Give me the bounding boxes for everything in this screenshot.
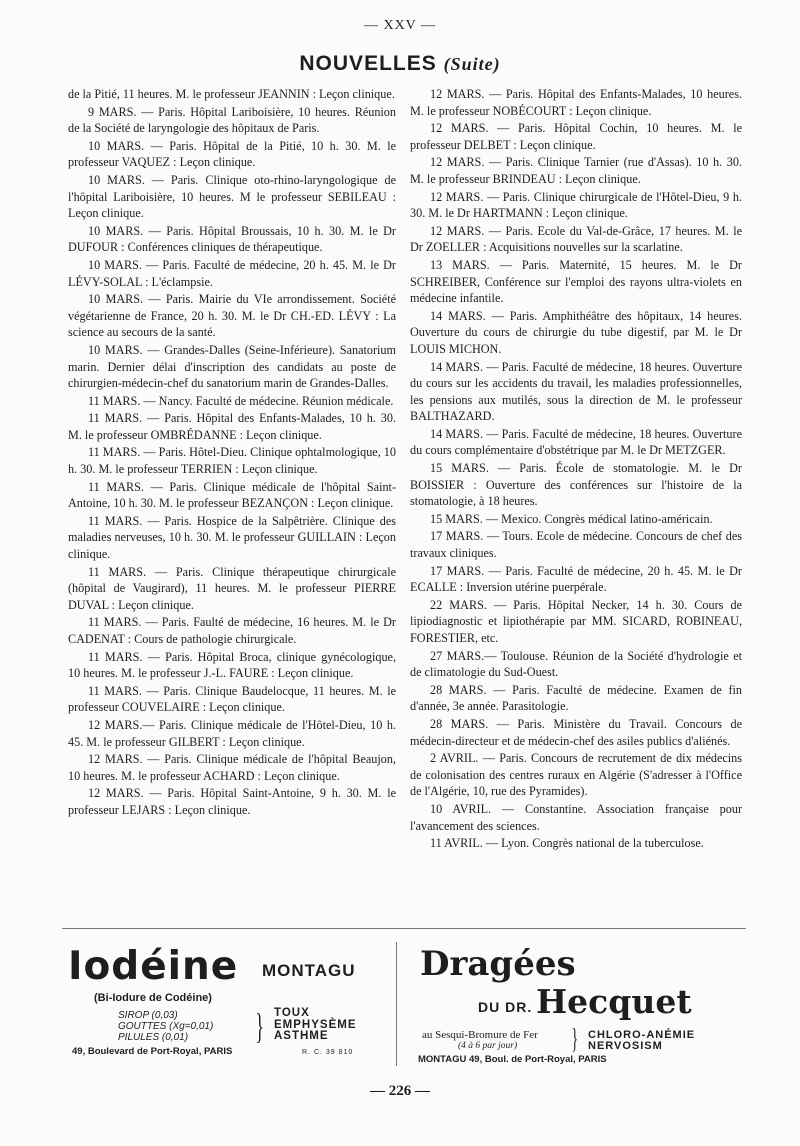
news-item: 10 AVRIL. — Constantine. Association française pour l'avancement des sciences.: [410, 801, 742, 833]
news-item: 11 MARS. — Nancy. Faculté de médecine. Réunion médicale.: [88, 393, 394, 408]
news-item: 2 AVRIL. — Paris. Concours de recrutement de dix médecins de colonisation des centres ruraux en Algérie (S'adresser à l'Office de l'Algérie, 10, rue des Pyramides).: [410, 751, 742, 799]
dragees-name: Hecquet: [536, 982, 692, 1021]
iodeine-form: SIROP (0,03): [118, 1010, 178, 1021]
advert-divider: [62, 928, 746, 929]
news-item: 11 MARS. — Paris. Clinique Baudelocque, 11 heures. M. le professeur COUVELAIRE : Leçon clinique.: [68, 683, 396, 715]
news-item: 12 MARS. — Paris. Hôpital Saint-Antoine, 9 h. 30. M. le professeur LEJARS : Leçon clinique.: [68, 786, 396, 817]
iodeine-indication: ASTHME: [274, 1030, 329, 1042]
page-number: — 226 —: [370, 1083, 430, 1099]
dragees-indications: [588, 1030, 695, 1052]
iodeine-subtitle: (Bi-Iodure de Codéine): [94, 992, 212, 1004]
advert-column-divider: [396, 942, 397, 1066]
dragees-indication: NERVOSISM: [588, 1040, 663, 1052]
iodeine-form: GOUTTES (Xg=0,01): [118, 1021, 214, 1032]
news-item: 11 MARS. — Paris. Hospice de la Salpêtrière. Clinique des maladies nerveuses, 10 h. 30. M. le professeur GUILLAIN : Leçon clinique.: [68, 513, 396, 562]
news-item: 27 MARS.— Toulouse. Réunion de la Société d'hydrologie et de climatologie du Sud-Ouest.: [410, 648, 742, 680]
news-item: 12 MARS. — Paris. Clinique Tarnier (rue d'Assas). 10 h. 30. M. le professeur BRINDEAU : Leçon clinique.: [410, 155, 742, 186]
news-item: 12 MARS. — Paris. Hôpital Cochin, 10 heures. M. le professeur DELBET : Leçon clinique.: [410, 121, 742, 152]
dragees-du: DU DR.: [478, 999, 533, 1015]
news-item: 11 AVRIL. — Lyon. Congrès national de la tuberculose.: [430, 836, 704, 851]
news-item: 10 MARS. — Paris. Hôpital Broussais, 10 h. 30. M. le Dr DUFOUR : Conférences cliniques de thérapeutique.: [68, 223, 396, 255]
title-suffix: (Suite): [443, 54, 501, 74]
dragees-advertisement: [408, 944, 743, 1068]
news-item: 15 MARS. — Paris. École de stomatologie. M. le Dr BOISSIER : Ouverture des conférences sur l'histoire de la stomatologie, à 18 heures.: [410, 461, 742, 509]
dragees-indication: CHLORO-ANÉMIE: [588, 1029, 696, 1041]
news-item: 12 MARS. — Paris. Ecole du Val-de-Grâce, 17 heures. M. le Dr ZOELLER : Acquisitions nouvelles sur la scarlatine.: [410, 223, 742, 255]
news-item: 11 MARS. — Paris. Hôpital Broca, clinique gynécologique, 10 heures. M. le professeur J.-L. FAURE : Leçon clinique.: [68, 649, 396, 681]
iodeine-form: PILULES (0,01): [118, 1032, 189, 1043]
news-item: 10 MARS. — Paris. Mairie du VIe arrondissement. Société végétarienne de France, 20 h. 30. M. le Dr CH.-ED. LÉVY : La science au secours de la santé.: [68, 292, 396, 340]
news-item: 11 MARS. — Paris. Clinique thérapeutique chirurgicale (hôpital de Vaugirard), 11 heures. M. le professeur PIERRE DUVAL : Leçon clinique.: [68, 564, 396, 612]
brace-glyph: }: [255, 1006, 264, 1046]
news-item: 13 MARS. — Paris. Maternité, 15 heures. M. le Dr SCHREIBER, Conférence sur l'emploi des rayons ultra-violets en médecine infantile.: [410, 257, 742, 306]
iodeine-registration: R. C. 39 810: [302, 1049, 354, 1056]
iodeine-address: 49, Boulevard de Port-Royal, PARIS: [72, 1046, 233, 1057]
dragees-address: MONTAGU 49, Boul. de Port-Royal, PARIS: [418, 1054, 607, 1065]
news-item: 22 MARS. — Paris. Hôpital Necker, 14 h. 30. Cours de lipiodiagnostic et lipiothérapie par MM. SICARD, ROBINEAU, FORESTIER, etc.: [410, 597, 742, 645]
news-item: 11 MARS. — Paris. Hôtel-Dieu. Clinique ophtalmologique, 10 h. 30. M. le professeur TERRIEN : Leçon clinique.: [68, 445, 396, 477]
news-item: 12 MARS. — Paris. Clinique chirurgicale de l'Hôtel-Dieu, 9 h. 30. M. le Dr HARTMANN : Leçon clinique.: [410, 189, 742, 221]
news-item: 11 MARS. — Paris. Faulté de médecine, 16 heures. M. le Dr CADENAT : Cours de pathologie chirurgicale.: [68, 615, 396, 646]
news-item: 15 MARS. — Mexico. Congrès médical latino-américain.: [430, 511, 713, 526]
roman-page-number: — XXV —: [363, 18, 437, 33]
news-item: 11 MARS. — Paris. Hôpital des Enfants-Malades, 10 h. 30. M. le professeur OMBRÉDANNE : Leçon clinique.: [68, 411, 396, 442]
iodeine-maker: MONTAGU: [262, 961, 356, 980]
left-column: [68, 86, 396, 819]
iodeine-forms: [118, 1010, 213, 1043]
news-item: 10 MARS. — Paris. Faculté de médecine, 20 h. 45. M. le Dr LÉVY-SOLAL : L'éclampsie.: [68, 257, 396, 289]
news-item: 11 MARS. — Paris. Clinique médicale de l'hôpital Saint-Antoine, 10 h. 30. M. le professeur BEZANÇON : Leçon clinique.: [68, 479, 396, 511]
section-title: [0, 52, 800, 76]
news-item: 10 MARS. — Paris. Clinique oto-rhino-laryngologique de l'hôpital Lariboisière, 10 heures. M le professeur SEBILEAU : Leçon clinique.: [68, 172, 396, 221]
news-item: 12 MARS.— Paris. Clinique médicale de l'Hôtel-Dieu, 10 h. 45. M. le professeur GILBERT : Leçon clinique.: [68, 717, 396, 749]
news-item: 14 MARS. — Paris. Amphithéâtre des hôpitaux, 14 heures. Ouverture du cours de chirurgie du tube digestif, par M. le Dr LOUIS MICHON.: [410, 308, 742, 356]
news-item: 28 MARS. — Paris. Faculté de médecine. Examen de fin d'année, 3e année. Parasitologie.: [410, 682, 742, 714]
iodeine-brand: Iodéine: [68, 944, 239, 989]
dragees-brand: Dragées: [420, 944, 576, 984]
brace-glyph: }: [571, 1024, 579, 1055]
iodeine-indication: TOUX: [274, 1007, 310, 1019]
news-item: 12 MARS. — Paris. Clinique médicale de l'hôpital Beaujon, 10 heures. M. le professeur ACHARD : Leçon clinique.: [68, 752, 396, 783]
right-column: [410, 86, 742, 852]
dragees-dose: (4 à 6 par jour): [458, 1041, 518, 1051]
dragees-form-line: au Sesqui-Bromure de Fer: [422, 1029, 538, 1041]
iodeine-indication: EMPHYSÈME: [274, 1018, 357, 1031]
news-item: de la Pitié, 11 heures. M. le professeur JEANNIN : Leçon clinique.: [68, 87, 395, 101]
news-item: 10 MARS. — Grandes-Dalles (Seine-Inférieure). Sanatorium marin. Dernier délai d'inscription des candidats au poste de chirurgien-médecin-chef du sanatorium marin de Grandes-Dalles.: [68, 342, 396, 391]
iodeine-advertisement: [64, 944, 384, 1068]
news-item: 10 MARS. — Paris. Hôpital de la Pitié, 10 h. 30. M. le professeur VAQUEZ : Leçon clinique.: [68, 138, 396, 170]
title-main: NOUVELLES: [299, 52, 437, 75]
news-item: 17 MARS. — Paris. Faculté de médecine, 20 h. 45. M. le Dr ECALLE : Inversion utérine puerpérale.: [410, 563, 742, 595]
news-item: 28 MARS. — Paris. Ministère du Travail. Concours de médecin-directeur et de médecin-chef des asiles publics d'aliénés.: [410, 716, 742, 748]
iodeine-indications: [274, 1008, 357, 1043]
news-item: 17 MARS. — Tours. Ecole de médecine. Concours de chef des travaux cliniques.: [410, 529, 742, 561]
news-item: 14 MARS. — Paris. Faculté de médecine, 18 heures. Ouverture du cours sur les accidents du travail, les maladies professionnelles, les pensions aux mutilés, sous la direction de M. le professeur BALTHAZARD.: [410, 359, 742, 424]
news-item: 14 MARS. — Paris. Faculté de médecine, 18 heures. Ouverture du cours complémentaire d'obstétrique par M. le Dr METZGER.: [410, 426, 742, 458]
news-item: 9 MARS. — Paris. Hôpital Lariboisière, 10 heures. Réunion de la Société de laryngologie des hôpitaux de Paris.: [68, 104, 396, 136]
dragees-forms: [422, 1030, 538, 1052]
news-item: 12 MARS. — Paris. Hôpital des Enfants-Malades, 10 heures. M. le professeur NOBÉCOURT : Leçon clinique.: [410, 87, 742, 118]
